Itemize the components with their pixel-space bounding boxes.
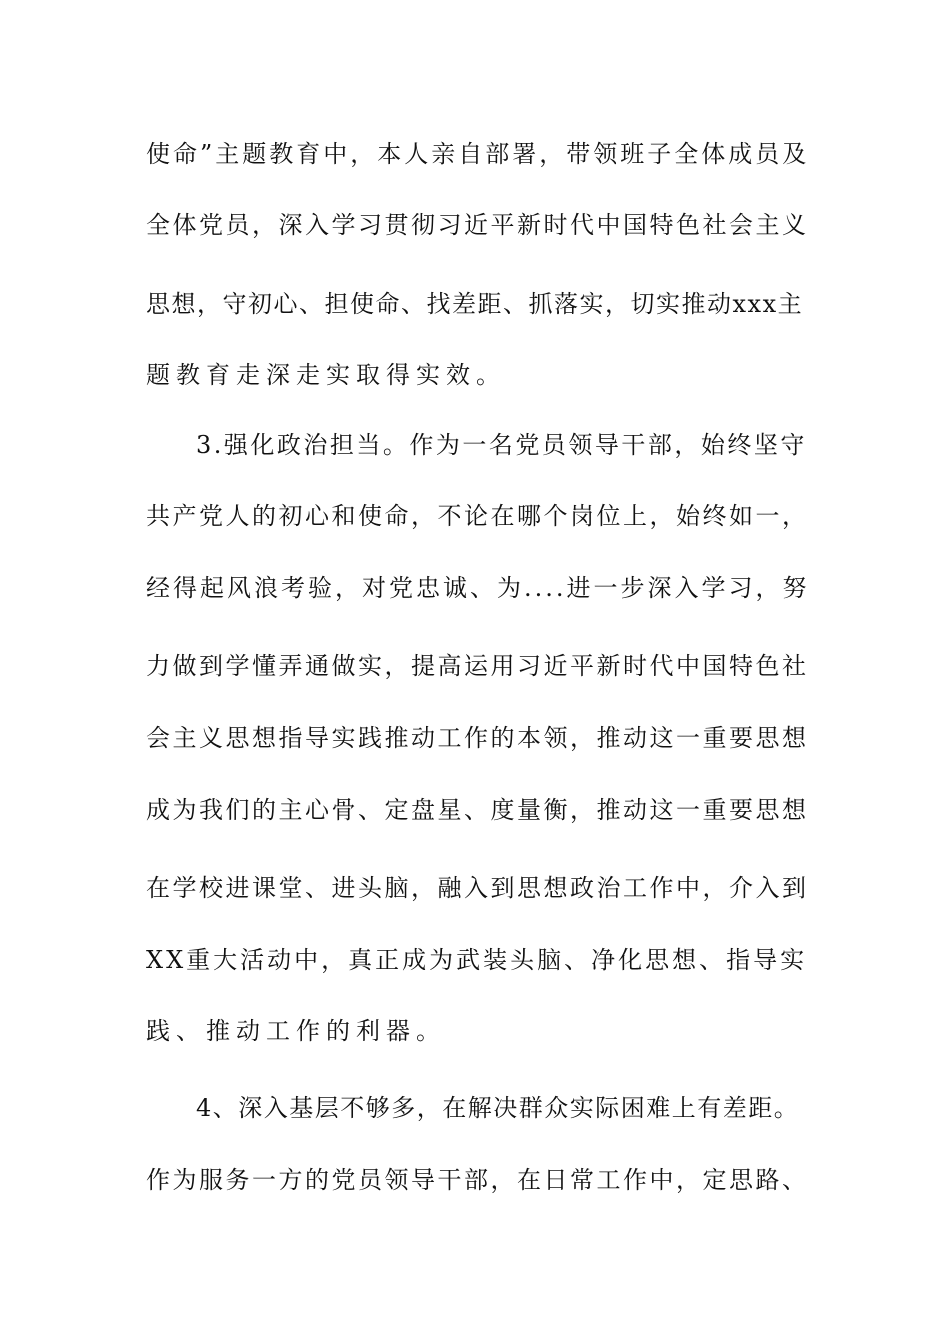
text-line: 全体党员，深入学习贯彻习近平新时代中国特色社会主义: [146, 211, 809, 239]
text-line: 在学校进课堂、进头脑，融入到思想政治工作中，介入到: [146, 874, 809, 902]
paragraph-start-line: 4、深入基层不够多，在解决群众实际困难上有差距。: [196, 1094, 800, 1122]
text-line: 思想，守初心、担使命、找差距、抓落实，切实推动xxx主: [146, 290, 804, 318]
text-line: 题教育走深走实取得实效。: [146, 361, 506, 389]
text-line: 作为服务一方的党员领导干部，在日常工作中，定思路、: [146, 1166, 809, 1194]
text-line: 经得起风浪考验，对党忠诚、为....进一步深入学习，努: [146, 574, 810, 602]
text-line: 会主义思想指导实践推动工作的本领，推动这一重要思想: [146, 724, 809, 752]
text-line: 共产党人的初心和使命，不论在哪个岗位上，始终如一，: [146, 502, 809, 530]
text-line: 使命”主题教育中，本人亲自部署，带领班子全体成员及: [146, 140, 810, 168]
text-line: XX重大活动中，真正成为武装头脑、净化思想、指导实: [146, 946, 808, 974]
text-line: 践、推动工作的利器。: [146, 1017, 446, 1045]
paragraph-start-line: 3.强化政治担当。作为一名党员领导干部，始终坚守: [196, 431, 807, 459]
text-line: 成为我们的主心骨、定盘星、度量衡，推动这一重要思想: [146, 796, 809, 824]
text-line: 力做到学懂弄通做实，提高运用习近平新时代中国特色社: [146, 652, 809, 680]
